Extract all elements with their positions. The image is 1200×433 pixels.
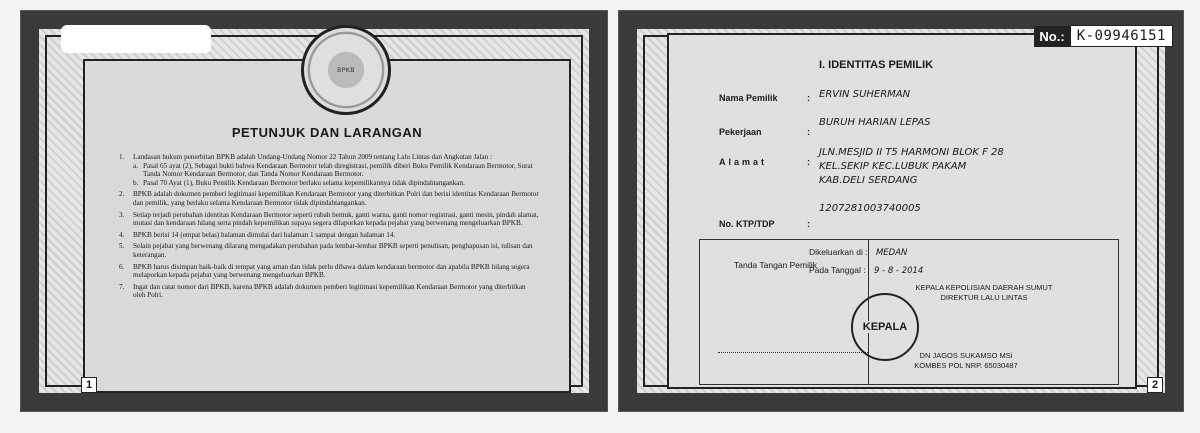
document-number-label: No.: — [1034, 26, 1069, 47]
issued-date: Pada Tanggal : 9 - 8 - 2014 — [809, 265, 924, 276]
field-label: Alamat — [719, 157, 768, 167]
rule-item: 3. Setiap terjadi perubahan identitas Kendaraan Bermotor seperti rubah bentuk, ganti warna, ganti nomor registrasi, ganti mesin, pindah alamat, mutasi dan kendaraan hilang serta pindah kepemilikan supaya segera dilaporkan kepada pejabat yang berwenang mengeluarkan BPKB. — [119, 210, 539, 228]
document-number-value: K-09946151 — [1070, 25, 1173, 47]
field-value: JLN.MESJID II T5 HARMONI BLOK F 28 — [819, 147, 1004, 158]
official-title-1: KEPALA KEPOLISIAN DAERAH SUMUT — [915, 283, 1053, 292]
field-label: No. KTP/TDP — [719, 219, 775, 229]
field-value-line2: KEL.SEKIP KEC.LUBUK PAKAM — [819, 161, 967, 172]
redaction-box — [61, 25, 211, 53]
official-title-2: DIREKTUR LALU LINTAS — [940, 293, 1028, 302]
rule-subitem: a. Pasal 65 ayat (2), Sebagai bukti bahwa Kendaraan Bermotor telah diregistrasi, pemilik diberi Buku Pemilik Kendaraan Bermotor, Surat Tanda Nomor Kendaraan Bermotor, dan Tanda Nomor Kendaraan Bermotor. — [133, 161, 533, 179]
seal-text: BPKB — [337, 66, 355, 74]
rule-subitem: b. Pasal 70 Ayat (1), Buku Pemilik Kendaraan Bermotor berlaku selama kepemilikannya tidak dipindahtangankan. — [133, 178, 465, 187]
rule-text: Landasan hukum penerbitan BPKB adalah Undang-Undang Nomor 22 Tahun 2009 tentang Lalu Lintas dan Angkutan Jalan : — [133, 153, 493, 161]
rule-item: 1. Landasan hukum penerbitan BPKB adalah Undang-Undang Nomor 22 Tahun 2009 tentang Lalu Lintas dan Angkutan Jalan : a. Pasal 65 ayat (2), Sebagai bukti bahwa Kendaraan Bermotor telah diregistrasi, pemilik diberi Buku Pemilik Kendaraan Bermotor, Surat Tanda Nomor Kendaraan Bermotor, dan Tanda Nomor Kendaraan Bermotor. b. Pasal 70 Ayat (1), Buku Pemilik Kendaraan Bermotor berlaku selama kepemilikannya tidak dipindahtangankan. — [119, 153, 539, 187]
issued-place: Dikeluarkan di : MEDAN — [809, 247, 908, 258]
rule-item: 2. BPKB adalah dokumen pemberi legitimasi kepemilikan Kendaraan Bermotor yang diterbitkan Polri dan berisi identitas Kendaraan Bermotor dan pemilik, yang berlaku selama Kendaraan Bermotor tidak dipindahtangankan. — [119, 190, 539, 207]
signature-line — [718, 352, 868, 353]
rule-item: 7. Ingat dan catat nomor dari BPKB, karena BPKB adalah dokumen pemberi legitimasi kepemilikan Kendaraan Bermotor yang diterbitkan oleh Polri. — [119, 283, 539, 300]
rule-text: Ingat dan catat nomor dari BPKB, karena BPKB adalah dokumen pemberi legitimasi kepemilikan Kendaraan Bermotor yang diterbitkan oleh Polri. — [133, 282, 526, 300]
field-label: Nama Pemilik — [719, 93, 778, 103]
official-rank: KOMBES POL NRP. 65030487 — [914, 361, 1018, 370]
rule-item: 6. BPKB harus disimpan baik-baik di tempat yang aman dan tidak perlu dibawa dalam kendaraan bermotor dan apabila BPKB hilang segera melaporkan kepada pejabat yang berwenang mengeluarkan BPKB. — [119, 263, 539, 280]
document-number — [1034, 25, 1173, 47]
stamp-text: KEPALA — [862, 321, 908, 333]
field-label: Pekerjaan — [719, 127, 762, 137]
field-value: BURUH HARIAN LEPAS — [819, 117, 931, 128]
left-page — [20, 10, 608, 412]
rule-text: BPKB harus disimpan baik-baik di tempat yang aman dan tidak perlu dibawa dalam kendaraan bermotor dan apabila BPKB hilang segera melaporkan kepada pejabat yang berwenang mengeluarkan BPKB. — [133, 262, 530, 280]
field-value-line3: KAB.DELI SERDANG — [819, 175, 918, 186]
official-name: DN JAGOS SUKAMSO MSi — [919, 351, 1013, 360]
issued-place-value: MEDAN — [875, 248, 908, 258]
section-title: I. IDENTITAS PEMILIK — [819, 59, 934, 71]
rule-text: Selain pejabat yang berwenang dilarang mengadakan perubahan pada lembar-lembar BPKB seperti penulisan, penghapusan isi, tulisan dan keterangan. — [133, 242, 533, 259]
page-number: 1 — [81, 377, 97, 393]
field-value: ERVIN SUHERMAN — [819, 89, 911, 100]
rules-list — [119, 153, 539, 303]
instructions-title: PETUNJUK DAN LARANGAN — [231, 125, 423, 140]
rule-text: Setiap terjadi perubahan identitas Kendaraan Bermotor seperti rubah bentuk, ganti warna, ganti nomor registrasi, ganti mesin, pindah alamat, mutasi dan kendaraan hilang serta pindah kepemilikan supaya segera dilaporkan kepada pejabat yang berwenang mengeluarkan BPKB. — [133, 210, 539, 228]
bpkb-seal-icon — [301, 25, 391, 115]
rule-text: BPKB adalah dokumen pemberi legitimasi kepemilikan Kendaraan Bermotor yang diterbitkan Polri dan berisi identitas Kendaraan Bermotor dan pemilik, yang berlaku selama Kendaraan Bermotor tidak dipindahtangankan. — [133, 190, 539, 207]
field-value: 1207281003740005 — [819, 203, 921, 214]
issued-date-value: 9 - 8 - 2014 — [873, 266, 924, 276]
signature-label: Tanda Tangan Pemilik — [734, 260, 818, 270]
rule-item: 5. Selain pejabat yang berwenang dilarang mengadakan perubahan pada lembar-lembar BPKB seperti penulisan, penghapusan isi, tulisan dan keterangan. — [119, 242, 539, 259]
rule-item: 4. BPKB berisi 14 (empat belas) halaman dimulai dari halaman 1 sampai dengan halaman 14. — [119, 230, 396, 239]
page-number: 2 — [1147, 377, 1163, 393]
rule-text: BPKB berisi 14 (empat belas) halaman dimulai dari halaman 1 sampai dengan halaman 14. — [133, 230, 396, 239]
right-page: No.: K-09946151 I. IDENTITAS PEMILIK Nama Pemilik : ERVIN SUHERMAN Pekerjaan : BURUH HARIAN LEPAS Alamat : JLN.MESJID II T5 HARMONI BLOK F 28 KEL.SEKIP KEC.LUBUK PAKAM KAB.DELI SERDANG No. KTP/TDP : 1207281003740005 Tanda Tangan Pemilik Dikeluarkan di : MEDAN Pada Tanggal : 9 - 8 - 2014 KEPALA KEPALA KEPOLISIAN DAERAH SUMUT DIREKTUR LALU LINTAS DN JAGOS SUKAMSO MSi KOMBES POL NRP. 65030487 2 — [618, 10, 1184, 412]
